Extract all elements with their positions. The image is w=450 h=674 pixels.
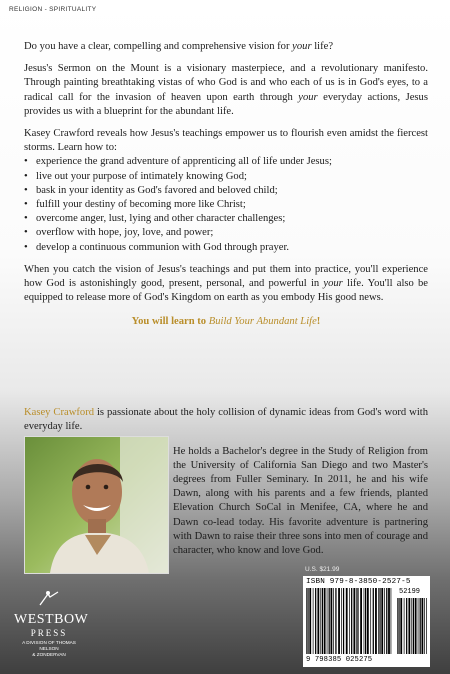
barcode-bar (426, 598, 427, 654)
barcode-bar (400, 598, 402, 654)
publisher-logo (14, 589, 89, 658)
barcode-addon (397, 598, 427, 654)
barcode-main (306, 588, 392, 654)
barcode-bar (365, 588, 366, 654)
author-bio-body: He holds a Bachelor's degree in the Study of Religion from the University of California San Diego and two Master's degrees from Fuller Seminary. In 2011, he and his wife Dawn, along with his parents and a few friends, planted Elevation Church SoCal in Menifee, CA, where he and Dawn co-lead today. His favorite adventure is partnering with Dawn to raise their three sons into men of courage and character, who know and love God. (173, 445, 428, 557)
learning-bullet-list (24, 155, 428, 254)
barcode-bar (386, 588, 387, 654)
barcode-bar (320, 588, 321, 654)
bullet-item: • live out your purpose of intimately knowing God; (24, 170, 428, 184)
barcode-bar (315, 588, 316, 654)
barcode-bar (378, 588, 379, 654)
barcode-bar (346, 588, 348, 654)
barcode-bar (331, 588, 333, 654)
barcode-bar (388, 588, 390, 654)
barcode-number: 9 798385 025275 (306, 656, 373, 664)
practice-paragraph: When you catch the vision of Jesus's teachings and put them into practice, you'll experience how God is astonishingly good, present, personal, and powerful in your life. You'll also be equipped to release more of God's Kingdom on earth as you embody His good news. (24, 263, 428, 304)
barcode-bar (375, 588, 377, 654)
publisher-name: WESTBOW (14, 612, 89, 627)
barcode-bar (333, 588, 334, 654)
barcode-bar (338, 588, 340, 654)
barcode-bar (309, 588, 311, 654)
barcode-bar (322, 588, 323, 654)
bullet-item: • overcome anger, lust, lying and other character challenges; (24, 212, 428, 226)
barcode-bar (397, 598, 398, 654)
bullet-item: • overflow with hope, joy, love, and power; (24, 226, 428, 240)
barcode-bar (424, 598, 425, 654)
barcode-bar (356, 588, 357, 654)
barcode-bar (391, 588, 392, 654)
publisher-press: PRESS (30, 628, 68, 638)
barcode-bar (381, 588, 383, 654)
barcode-bar (351, 588, 352, 654)
author-photo (24, 436, 169, 574)
barcode-bar (329, 588, 330, 654)
barcode-bar (384, 588, 385, 654)
intro-question: Do you have a clear, compelling and comprehensive vision for your life? (24, 41, 334, 52)
barcode-bar (364, 588, 365, 654)
barcode-bar (313, 588, 314, 654)
barcode-bar (415, 598, 417, 654)
author-portrait-illustration (25, 437, 168, 573)
barcode-bar (360, 588, 362, 654)
bullet-item: • develop a continuous communion with God through prayer. (24, 241, 428, 255)
barcode-bar (306, 588, 307, 654)
bullet-item: • bask in your identity as God's favored and beloved child; (24, 184, 428, 198)
barcode-bar (343, 588, 344, 654)
back-cover-copy (24, 40, 428, 336)
learn-tagline: You will learn to Build Your Abundant Life! (131, 316, 321, 328)
barcode-bar (353, 588, 355, 654)
barcode-bar (307, 588, 308, 654)
barcode-bar (379, 588, 380, 654)
bullet-item: • experience the grand adventure of apprenticing all of life under Jesus; (24, 155, 428, 169)
barcode-bar (357, 588, 358, 654)
author-bio-intro: Kasey Crawford is passionate about the holy collision of dynamic ideas from God's word with everyday life. (24, 407, 429, 433)
barcode-bar (341, 588, 342, 654)
learn-how-paragraph: Kasey Crawford reveals how Jesus's teachings empower us to flourish even amidst the fiercest storms. Learn how to: (24, 128, 428, 154)
barcode-bar (420, 598, 421, 654)
barcode-bar (418, 598, 419, 654)
archer-icon (38, 589, 60, 607)
sermon-paragraph: Jesus's Sermon on the Mount is a visionary masterpiece, and a revolutionary manifesto. Through painting breathtaking vistas of who God is and who each of us is in God's eyes, to a radical call for the invasion of heaven upon earth through your everyday actions, Jesus provides us with a blueprint for the abundant life. (24, 63, 428, 117)
barcode-bar (373, 588, 374, 654)
barcode-bar (404, 598, 405, 654)
barcode-bar (422, 598, 424, 654)
barcode-bar (367, 588, 369, 654)
barcode-bar (398, 598, 399, 654)
author-bio (24, 406, 429, 557)
barcode-bar (317, 588, 319, 654)
category-label: RELIGION - SPIRITUALITY (9, 6, 97, 13)
bullet-item: • fulfill your destiny of becoming more like Christ; (24, 198, 428, 212)
addon-number: 52199 (399, 588, 421, 596)
barcode-bar (370, 588, 371, 654)
barcode-bar (349, 588, 350, 654)
price-label: U.S. $21.99 (305, 566, 340, 573)
author-name: Kasey Crawford (24, 407, 95, 418)
barcode-bar (324, 588, 326, 654)
barcode-bar (408, 598, 410, 654)
barcode-bar (335, 588, 336, 654)
barcode-bar (327, 588, 328, 654)
isbn-barcode-box (303, 576, 430, 667)
publisher-tagline: A DIVISION OF THOMAS NELSON & ZONDERVAN (22, 640, 76, 657)
isbn-text: ISBN 979-8-3850-2527-5 (306, 578, 411, 586)
barcode-bar (406, 598, 407, 654)
barcode-bar (413, 598, 414, 654)
barcode-bar (411, 598, 412, 654)
